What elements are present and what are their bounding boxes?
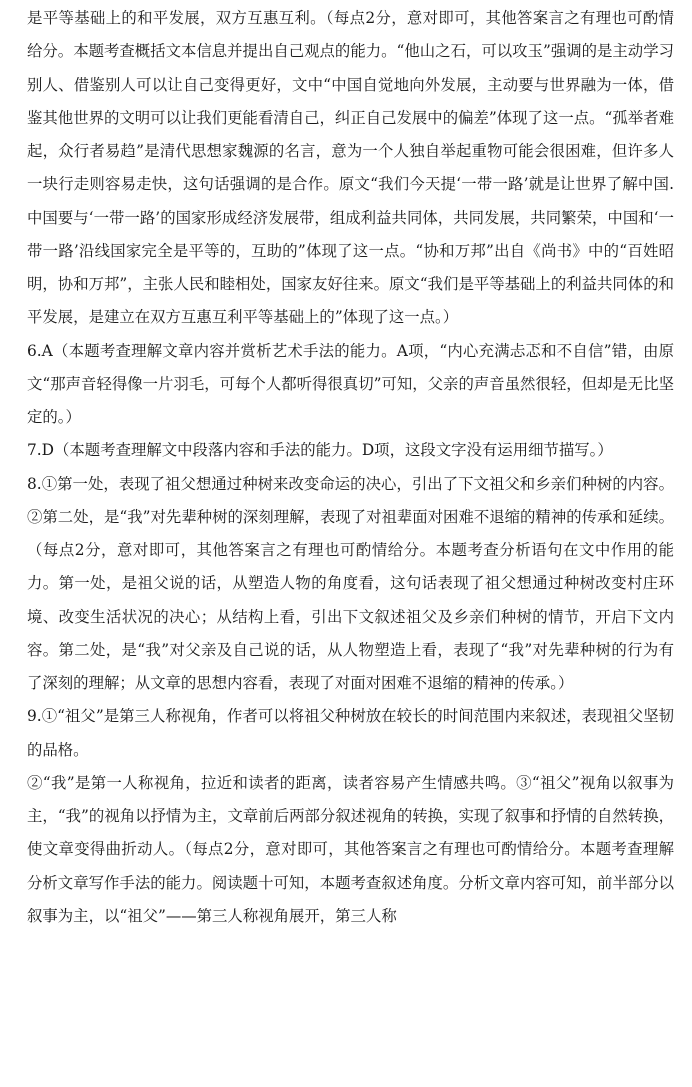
- answer-paragraph-9-points-2-3: ②“我”是第一人称视角，拉近和读者的距离，读者容易产生情感共鸣。③“祖父”视角以叙事为主，“我”的视角以抒情为主，文章前后两部分叙述视角的转换，实现了叙事和抒情的自然转换，使文章变得曲折动人。（每点2分，意对即可，其他答案言之有理也可酌情给分。本题考查理解分析文章写作手法的能力。阅读题十可知，本题考查叙述角度。分析文章内容可知，前半部分以叙事为主，以“祖父”——第三人称视角展开，第三人称: [27, 773, 674, 925]
- answer-paragraph-7: 7.D（本题考查理解文中段落内容和手法的能力。D项，这段文字没有运用细节描写。）: [27, 441, 613, 460]
- answer-paragraph-9-point-1: 9.①“祖父”是第三人称视角，作者可以将祖父种树放在较长的时间范围内来叙述，表现祖父坚韧的品格。: [27, 707, 674, 759]
- answer-paragraph-8: 8.①第一处，表现了祖父想通过种树来改变命运的决心，引出了下文祖父和乡亲们种树的内容。②第二处，是“我”对先辈种树的深刻理解，表现了对祖辈面对困难不退缩的精神的传承和延续。（每点2分，意对即可，其他答案言之有理也可酌情给分。本题考查分析语句在文中作用的能力。第一处，是祖父说的话，从塑造人物的角度看，这句话表现了祖父想通过种树改变村庄环境、改变生活状况的决心；从结构上看，引出下文叙述祖父及乡亲们种树的情节，开启下文内容。第二处，是“我”对父亲及自己说的话，从人物塑造上看，表现了“我”对先辈种树的行为有了深刻的理解；从文章的思想内容看，表现了对面对困难不退缩的精神的传承。）: [27, 474, 674, 692]
- answer-paragraph-5-continued: 是平等基础上的和平发展，双方互惠互利。（每点2分，意对即可，其他答案言之有理也可酌情给分。本题考查概括文本信息并提出自己观点的能力。“他山之石，可以攻玉”强调的是主动学习别人、借鉴别人可以让自己变得更好，文中“中国自觉地向外发展，主动要与世界融为一体，借鉴其他世界的文明可以让我们更能看清自己，纠正自己发展中的偏差”体现了这一点。“孤举者难起，众行者易趋”是清代思想家魏源的名言，意为一个人独自举起重物可能会很困难，但许多人一块行走则容易走快，这句话强调的是合作。原文“我们今天提‘一带一路’就是让世界了解中国.中国要与‘一带一路’的国家形成经济发展带，组成利益共同体，共同发展，共同繁荣，中国和‘一带一路’沿线国家完全是平等的，互助的”体现了这一点。“协和万邦”出自《尚书》中的“百姓昭明，协和万邦”，主张人民和睦相处，国家友好往来。原文“我们是平等基础上的利益共同体的和平发展，是建立在双方互惠互利平等基础上的”体现了这一点。）: [27, 9, 674, 327]
- answer-paragraph-6: 6.A（本题考查理解文章内容并赏析艺术手法的能力。A项，“内心充满忐忑和不自信”错，由原文“那声音轻得像一片羽毛，可每个人都听得很真切”可知，父亲的声音虽然很轻，但却是无比坚定的。）: [27, 341, 674, 426]
